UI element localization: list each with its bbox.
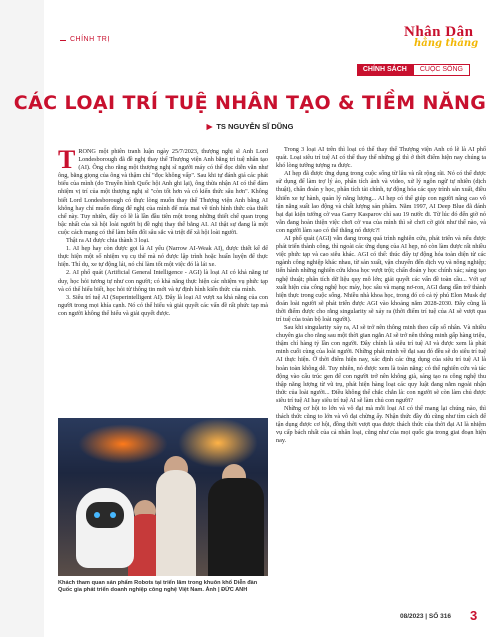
article-photo [58, 418, 268, 576]
section-divider [60, 40, 66, 41]
article-author [0, 122, 500, 131]
paragraph: 1. AI hẹp hay còn được gọi là AI yếu (Narrow AI-Weak AI), được thiết kế để thực hiện một số nhiệm vụ cụ thể mà nó được lập trình hoặc huấn luyện để thực hiện. Thí dụ, xe tự động lái, nó chỉ làm tốt một việc đó là lái xe. [58, 245, 268, 269]
article-title: CÁC LOẠI TRÍ TUỆ NHÂN TẠO & TIỀM NĂNG [13, 92, 487, 114]
category-sub: CUỘC SỐNG [413, 64, 470, 76]
category-tags [357, 64, 470, 76]
paragraph: Những cơ hội to lớn và vô đại mà mỗi loại AI có thể mang lại chúng nào, thì thách thức cũng to lớn và vô đại chừng ấy. Nhận thức đầy đủ cũng như tìm cách để tận dụng được cơ hội, đồng thời vượt qua được thách thức của thời đại AI là nhiệm vụ cấp bách nhất của cả nhân loại, cũng như của mọi quốc gia trong giai đoạn hiện nay. [276, 405, 486, 445]
logo-line1: Nhân Dân [404, 24, 474, 40]
photo-caption: Khách tham quan sản phẩm Robots tại triển lãm trong khuôn khổ Diễn đàn Quốc gia phát triển doanh nghiệp công nghệ Việt Nam. Ảnh | ĐỨC ANH [58, 580, 258, 594]
column-right [276, 146, 486, 445]
paragraph: AI phổ quát (AGI) vẫn đang trong quá trình nghiên cứu, phát triển và nếu được phát triển thành công, thì ngoài các ứng dụng của AI hẹp, nó còn làm được rất nhiều việc phức tạp và cao siêu khác. AGI có thể: thúc đẩy tự động hóa toàn diện từ các ngành công nghiệp khác nhau, từ sản xuất, vận chuyển đến dịch vụ và nông nghiệp; tiến hành những nghiên cứu khoa học vượt trội; chẩn đoán y học chính xác; sáng tạo nghệ thuật; phân tích dữ liệu quy mô lớn; giải quyết các vấn đề toàn cầu... Với sự xuất hiện của công nghệ học máy, học sâu và mạng nơ-ron, AGI đang dần trở thành hiện thực trong cuộc sống. Nhiều nhà khoa học, trong đó có cả tỷ phú Elon Musk dự đoán loài người sẽ phát triển được AGI vào khoảng năm 2028-2030. Đây cũng là thời điểm được cho rằng singularity sẽ xảy ra (thời điểm trí tuệ của AI sẽ vượt qua trí tuệ của toàn bộ loài người). [276, 235, 486, 323]
category-main: CHÍNH SÁCH [357, 64, 413, 76]
paragraph: Trong 3 loại AI trên thì loại có thể thay thế Thượng viện Anh có lẽ là AI phổ quát. Loại siêu trí tuệ AI có thể thay thế những gì thì ở thời điểm hiện nay chúng ta khó lòng tưởng tượng ra được. [276, 146, 486, 170]
dropcap: T [58, 145, 76, 174]
paragraph: AI hẹp đã được ứng dụng trong cuộc sống từ lâu và rất rộng rãi. Nó có thể được sử dụng để làm trợ lý ảo, phân tích ảnh và video, xử lý ngôn ngữ tự nhiên (dịch thuật), chẩn đoán y học, phân tích tài chính, tự động hóa các quy trình sản xuất, điều khiển xe tự hành, quản lý năng lượng... AI hẹp có thể giúp con người nâng cao vô tận năng suất lao động và chất lượng sản phẩm. Năm 1997, AI Deep Blue đã đánh bại đại kiện tướng cờ vua Garry Kasparov chỉ sau 19 nước đi. Từ lúc đó đến giờ nó vẫn đang hoàn thiện việc chơi cờ vua của mình thì sẽ chơi cờ giỏi như thế nào, và con người làm sao có thể thắng nó được?! [276, 170, 486, 234]
paragraph: TRONG một phiên tranh luận ngày 25/7/2023, thượng nghị sĩ Anh Lord Londesborough đã đề nghị thay thế Thượng viện Anh bằng trí tuệ nhân tạo (AI). Ông cho rằng một thượng nghị sĩ người máy có thể đọc diễn văn như ông, bằng giọng của ông và thậm chí "đọc không vấp". Sau khi tự đánh giá các phát biểu của mình (do Truyền hình Quốc hội Anh ghi lại), ông thừa nhận AI có thể đảm nhiệm vị trí của một thượng nghị sĩ "còn tốt hơn và có kiến thức sâu hơn". Không biết Lord Londesborough có thực lòng muốn thay thế Thượng viện Anh bằng AI không hay chỉ muốn đùng để nghị của mình để mía mai về tính hình thức của thiết chế này. Tuy nhiên, đây có lẽ là lần đầu tiên một trong những thiết chế quan trọng bậc nhất của xã hội loài người bị đề nghị thay thế bằng AI. AI thật sự đang là một cuộc cách mạng có thể làm biến đổi sâu sắc và triệt để xã hội loài người. [58, 145, 268, 236]
robot-figure [76, 488, 134, 568]
page-number: 3 [470, 608, 478, 623]
paragraph: 3. Siêu trí tuệ AI (Superintelligent AI). Đây là loại AI vượt xa khả năng của con người trong mọi khía cạnh. Nó có thể hiểu và giải quyết các vấn đề rất phức tạp mà con người không thể hiểu và giải quyết được. [58, 293, 268, 317]
triangle-icon: ▶ [206, 122, 213, 131]
author-name: TS NGUYỄN SĨ DŨNG [216, 122, 294, 131]
publication-logo [404, 24, 482, 54]
issue-date: 08/2023 | SỐ 316 [400, 613, 451, 620]
section-label: CHÍNH TRỊ [70, 36, 110, 43]
paragraph: 2. AI phổ quát (Artificial General Intelligence - AGI) là loại AI có khả năng tư duy, học hỏi tương tự như con người; có khả năng thực hiện các nhiệm vụ phức tạp và có thể hiểu biết, học hỏi từ thông tin mới và tự định hình kiến thức của mình. [58, 269, 268, 293]
paragraph: Thật ra AI được chia thành 3 loại. [66, 237, 150, 245]
column-left [58, 145, 268, 318]
paragraph: Sau khi singularity xảy ra, AI sẽ trở nên thông minh theo cấp số nhân. Và nhiều chuyên gia cho rằng sau một thời gian ngắn AI sẽ trở nên thông minh gấp hàng triệu, thậm chí hàng tỷ lần con người. Đây chính là siêu trí tuệ AI và được xem là phát minh cuối cùng của loài người. Những phát minh về đại sau đó đều sẽ do siêu trí tuệ AI thực hiện. Ở thời điểm hiện nay, xác định các ứng dụng của siêu trí tuệ AI là hoàn toàn không dễ. Tuy nhiên, nó được xem là toàn năng: có thể nghiên cứu và tác động vào cấu trúc gen để con người trở nên không già, sáng tạo ra công nghệ thu thập năng lượng từ vũ trụ, phát hiện hàng loạt các quy luật đang nằm ngoài nhận thức của loài người... Điều không thể chắc chắn là: con người sẽ còn làm chủ được siêu trí tuệ AI hay siêu trí tuệ AI sẽ làm chủ con người? [276, 324, 486, 404]
logo-line2: hằng tháng [414, 38, 479, 49]
